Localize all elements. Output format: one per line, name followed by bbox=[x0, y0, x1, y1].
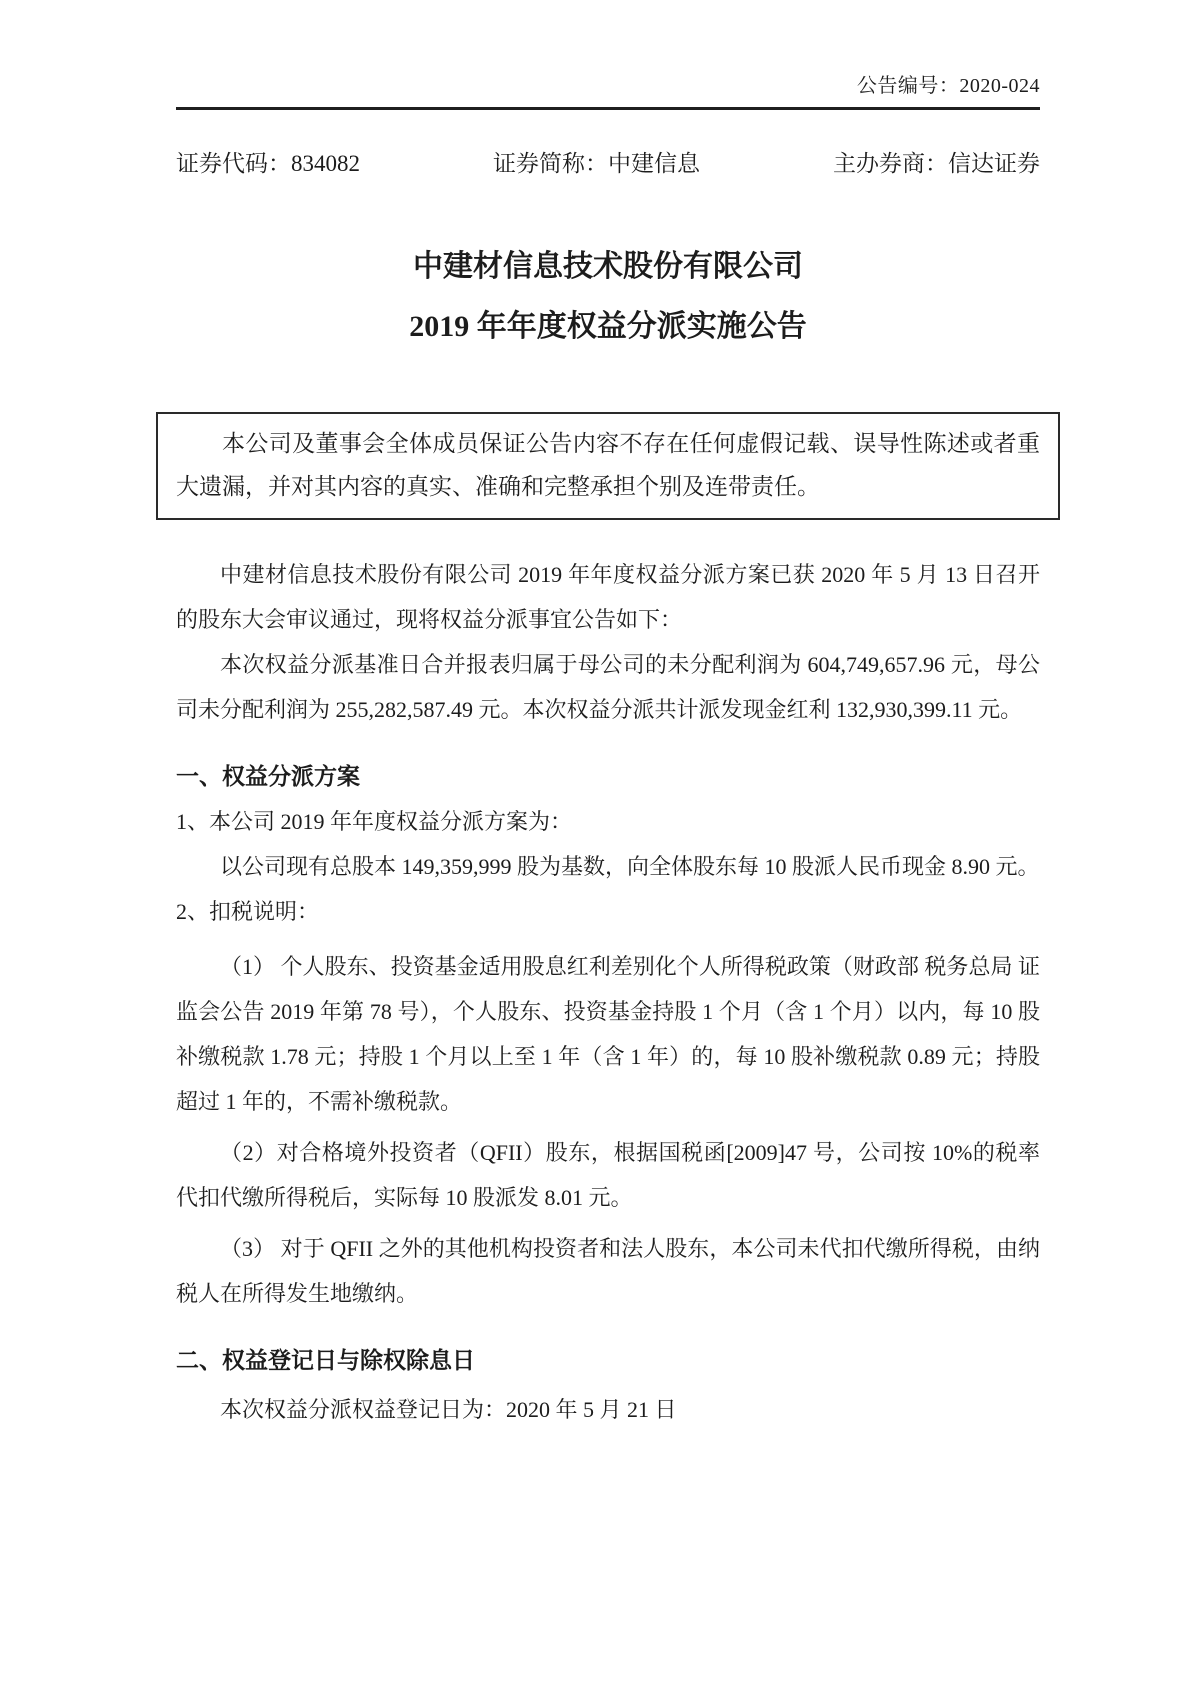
document-subtitle: 2019 年年度权益分派实施公告 bbox=[409, 310, 807, 343]
section-1-heading: 一、权益分派方案 bbox=[176, 763, 360, 789]
document-title: 中建材信息技术股份有限公司 bbox=[413, 250, 803, 283]
section-1-item-1: 1、本公司 2019 年年度权益分派方案为： bbox=[176, 809, 573, 834]
stock-code: 证券代码：834082 bbox=[176, 151, 360, 176]
stock-short-name: 证券简称：中建信息 bbox=[493, 151, 700, 176]
disclaimer-text: 本公司及董事会全体成员保证公告内容不存在任何虚假记载、误导性陈述或者重大遗漏，并对其内容的真实、准确和完整承担个别及连带责任。 bbox=[176, 431, 1040, 499]
paragraph-intro: 中建材信息技术股份有限公司 2019 年年度权益分派方案已获 2020 年 5 月 13 日召开的股东大会审议通过，现将权益分派事宜公告如下： bbox=[176, 562, 1040, 632]
header-rule bbox=[176, 107, 1040, 110]
paragraph-tax-other: （3） 对于 QFII 之外的其他机构投资者和法人股东，本公司未代扣代缴所得税，由纳税人在所得发生地缴纳。 bbox=[176, 1236, 1040, 1306]
paragraph-profit-summary: 本次权益分派基准日合并报表归属于母公司的未分配利润为 604,749,657.96 元，母公司未分配利润为 255,282,587.49 元。本次权益分派共计派发现金红利 132,930,399.11 元。 bbox=[176, 652, 1040, 722]
section-1-item-2: 2、扣税说明： bbox=[176, 899, 320, 924]
security-info-row bbox=[176, 150, 1040, 178]
paragraph-record-date: 本次权益分派权益登记日为：2020 年 5 月 21 日 bbox=[220, 1397, 677, 1422]
notice-number: 公告编号：2020-024 bbox=[856, 75, 1040, 97]
document-body bbox=[176, 552, 1040, 1432]
sponsor-broker: 主办券商：信达证券 bbox=[833, 151, 1040, 176]
paragraph-tax-qfii: （2）对合格境外投资者（QFII）股东，根据国税函[2009]47 号，公司按 10%的税率代扣代缴所得税后，实际每 10 股派发 8.01 元。 bbox=[176, 1140, 1040, 1210]
disclaimer-box bbox=[156, 412, 1060, 520]
paragraph-distribution-plan: 以公司现有总股本 149,359,999 股为基数，向全体股东每 10 股派人民币现金 8.90 元。 bbox=[220, 854, 1040, 879]
section-2-heading: 二、权益登记日与除权除息日 bbox=[176, 1347, 475, 1373]
paragraph-tax-individual: （1） 个人股东、投资基金适用股息红利差别化个人所得税政策（财政部 税务总局 证监会公告 2019 年第 78 号），个人股东、投资基金持股 1 个月（含 1 个月）以内，每 10 股补缴税款 1.78 元；持股 1 个月以上至 1 年（含 1 年）的，每 10 股补缴税款 0.89 元；持股超过 1 年的，不需补缴税款。 bbox=[176, 954, 1040, 1114]
